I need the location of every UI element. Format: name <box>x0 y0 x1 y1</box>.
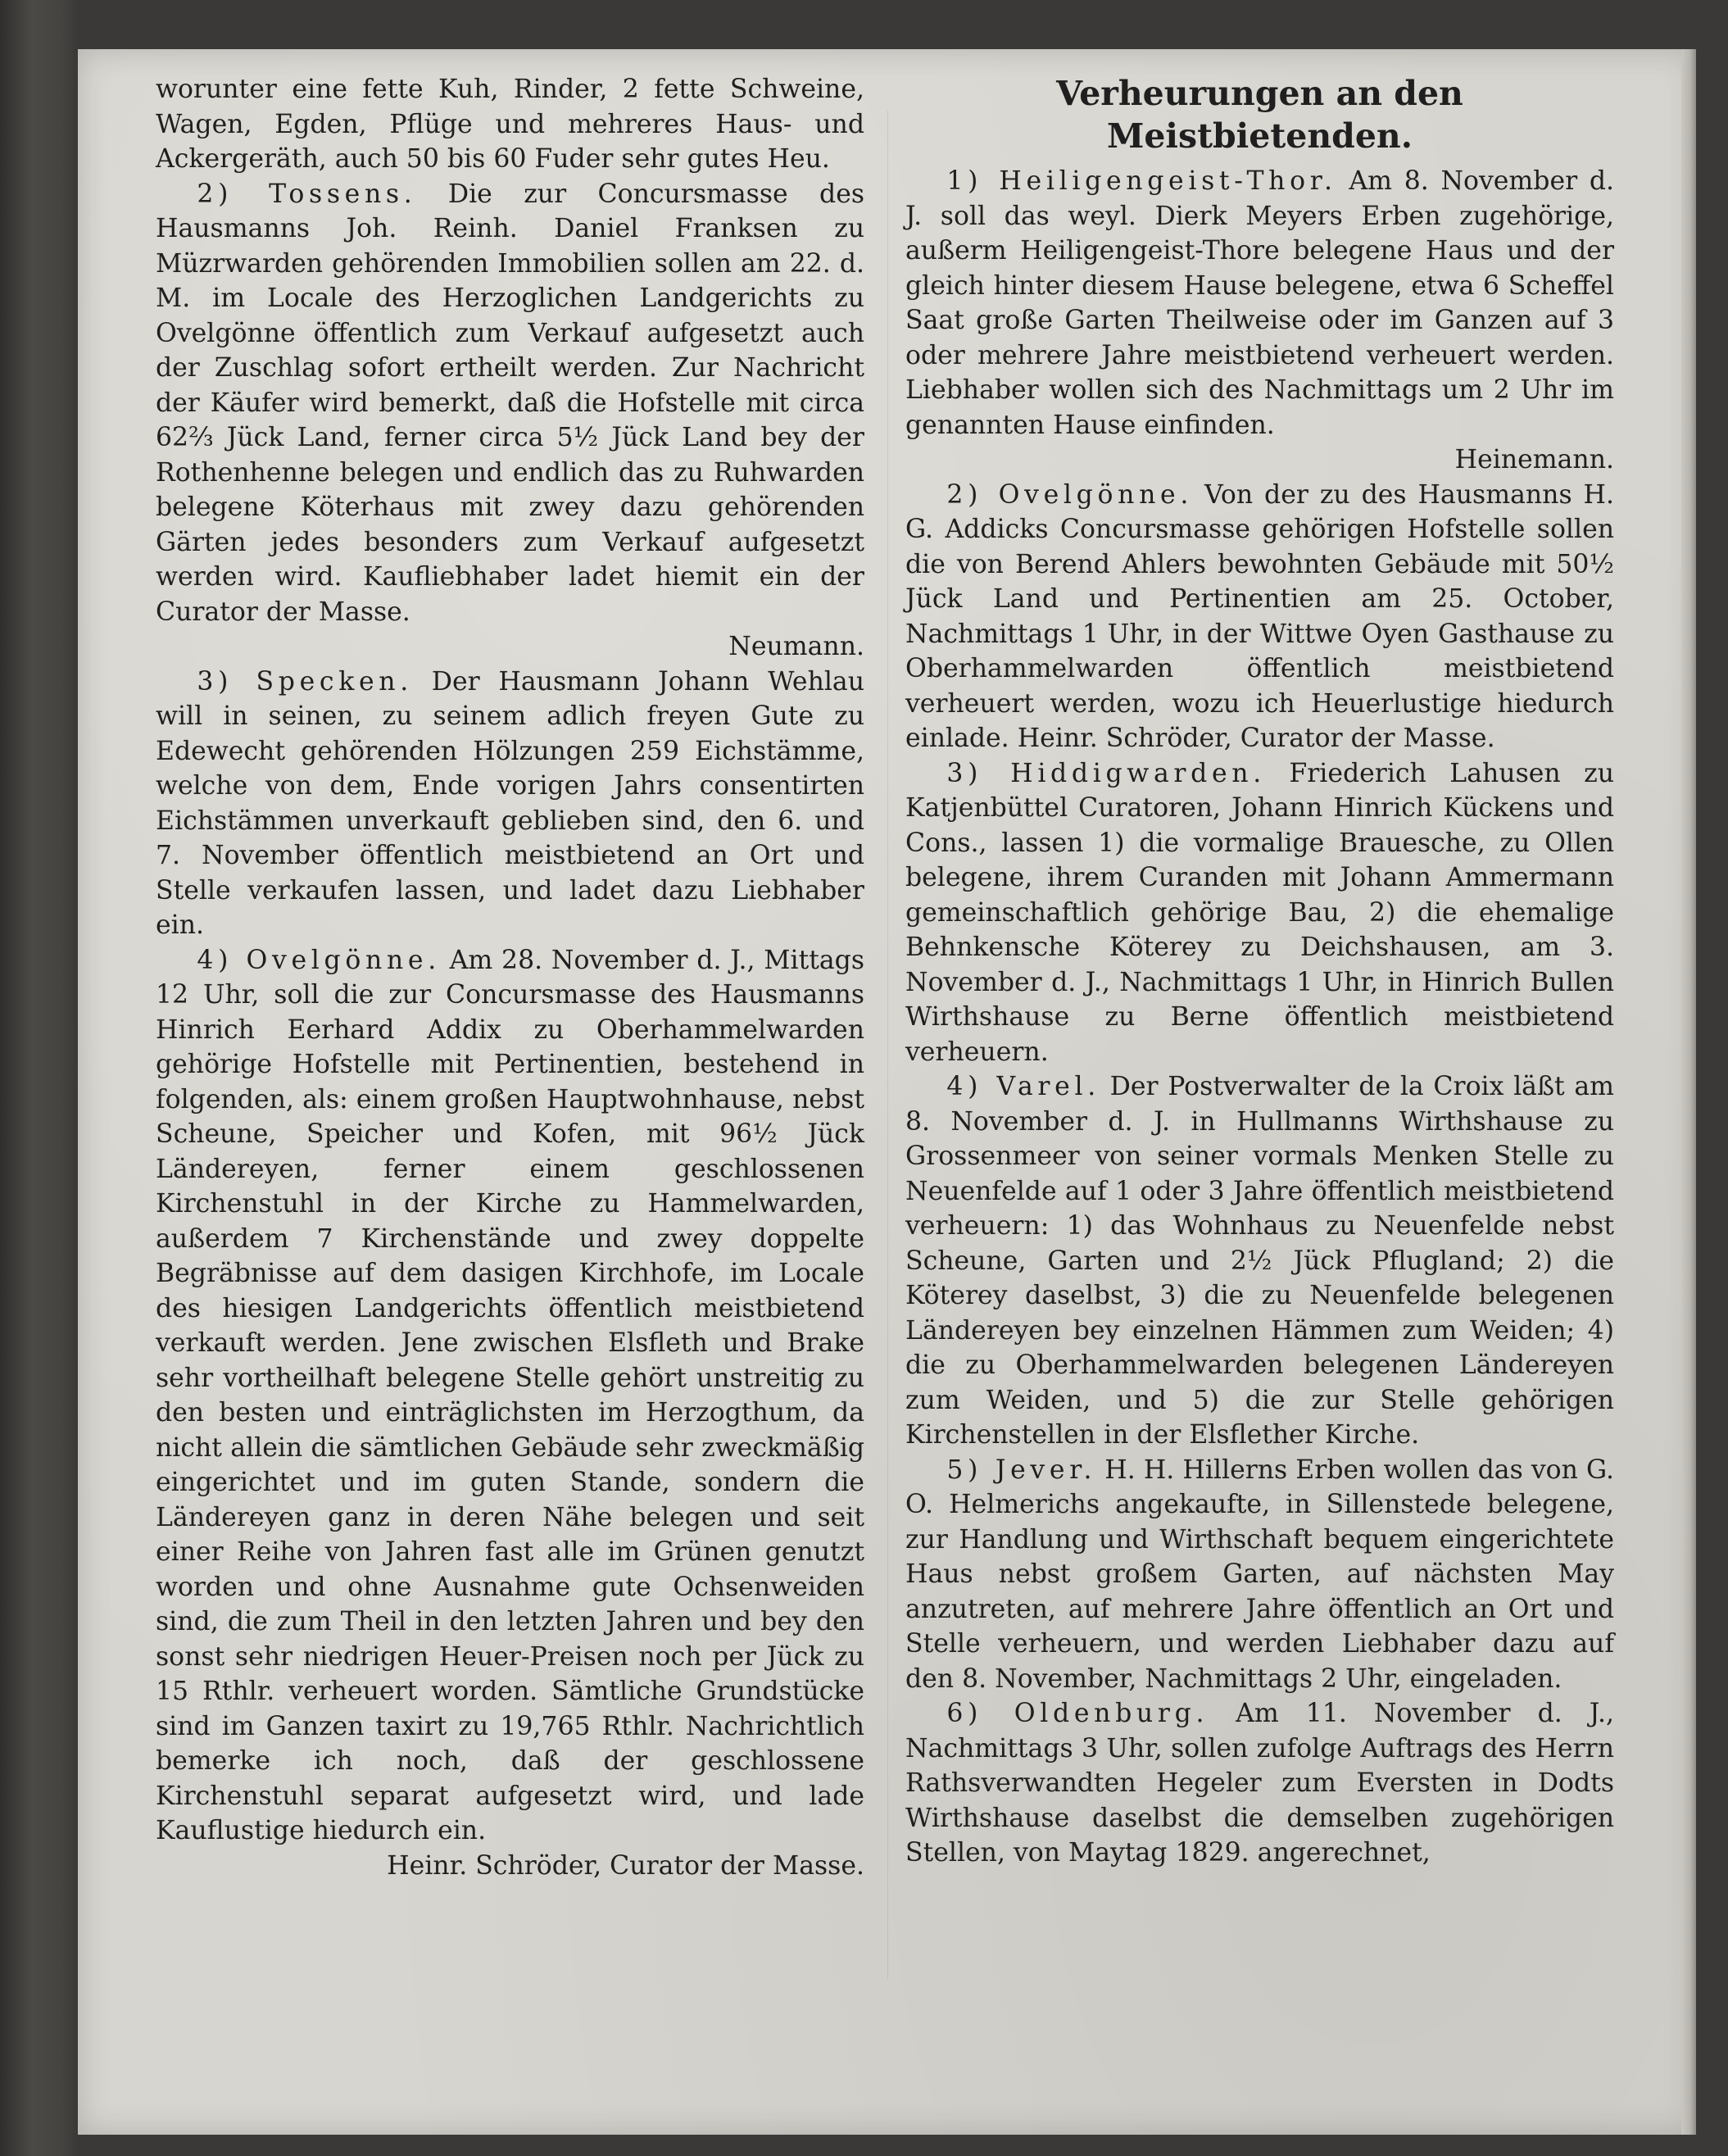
notice-oldenburg <box>905 1696 1614 1871</box>
notice-heiligengeist-thor <box>905 164 1614 443</box>
column-divider <box>887 111 888 1979</box>
notice-place: 6) Oldenburg. <box>946 1699 1209 1728</box>
notice-signature: Heinr. Schröder, Curator der Masse. <box>387 1850 864 1881</box>
notice-signature: Heinr. Schröder, Curator der Masse. <box>1017 724 1495 753</box>
notice-place: 4) Ovelgönne. <box>197 945 441 975</box>
notice-body: Friederich Lahusen zu Katjenbüttel Curatoren, Johann Hinrich Kückens und Cons., lassen 1) die vormalige Brauesche, zu Ollen belegene, ihrem Curanden mit Johann Ammermann gemeinschaftlich gehörige Bau, 2) die ehemalige Behnkensche Köterey zu Deichshausen, am 3. November d. J., Nachmittags 1 Uhr, in Hinrich Bullen Wirthshause zu Berne öffentlich meistbietend verheuern. <box>905 758 1614 1067</box>
notice-body: Die zur Concursmasse des Hausmanns Joh. Reinh. Daniel Franksen zu Müzrwarden gehörenden Immobilien sollen am 22. d. M. im Locale des Herzoglichen Landgerichts zu Ovelgönne öffentlich zum Verkauf aufgesetzt auch der Zuschlag sofort ertheilt werden. Zur Nachricht der Käufer wird bemerkt, daß die Hofstelle mit circa 62⅔ Jück Land, ferner circa 5½ Jück Land bey der Rothenhenne belegen und endlich das zu Ruhwarden belegene Köterhaus mit zwey dazu gehörenden Gärten jedes besonders zum Verkauf aufgesetzt werden wird. Kaufliebhaber ladet hiemit ein der Curator der Masse. <box>156 179 865 627</box>
notice-body: H. H. Hillerns Erben wollen das von G. O. Helmerichs angekaufte, in Sillenstede belegene, zur Handlung und Wirthschaft bequem eingerichtete Haus nebst großem Garten, auf nächsten May anzutreten, auf mehrere Jahre öffentlich an Ort und Stelle verheuern, und werden Liebhaber dazu auf den 8. November, Nachmittags 2 Uhr, eingeladen. <box>905 1455 1614 1694</box>
notice-body: Am 8. November d. J. soll das weyl. Dierk Meyers Erben zugehörige, außerm Heiligengeist-Thore belegene Haus und der gleich hinter diesem Hause belegene, etwa 6 Scheffel Saat große Garten Theilweise oder im Ganzen auf 3 oder mehrere Jahre meistbietend verheuert werden. Liebhaber wollen sich des Nachmittags um 2 Uhr im genannten Hause einfinden. <box>905 166 1615 440</box>
notice-place: 2) Ovelgönne. <box>946 479 1194 510</box>
notice-place: 2) Tossens. <box>197 179 417 209</box>
notice-body: Der Hausmann Johann Wehlau will in seinen, zu seinem adlich freyen Gute zu Edewecht gehörenden Hölzungen 259 Eichstämme, welche von dem, Ende vorigen Jahrs consentirten Eichstämmen unverkauft geblieben sind, den 6. und 7. November öffentlich meistbietend an Ort und Stelle verkaufen lassen, und ladet dazu Liebhaber ein. <box>156 666 864 940</box>
notice-tossens <box>156 177 864 630</box>
notice-body: Der Postverwalter de la Croix läßt am 8. November d. J. in Hullmanns Wirthshause zu Grossenmeer von seiner vormals Menken Stelle zu Neuenfelde auf 1 oder 3 Jahre öffentlich meistbietend verheuern: 1) das Wohnhaus zu Neuenfelde nebst Scheune, Garten und 2½ Jück Pflugland; 2) die Köterey daselbst, 3) die zu Neuenfelde belegenen Ländereyen bey einzelnen Hämmen zum Weiden; 4) die zu Oberhammelwarden belegenen Ländereyen zum Weiden, und 5) die zur Stelle gehörigen Kirchenstellen in der Elsflether Kirche. <box>905 1072 1614 1450</box>
notice-body: Am 11. November d. J., Nachmittags 3 Uhr, sollen zufolge Auftrags des Herrn Rathsverwandten Hegeler zum Eversten in Dodts Wirthshause daselbst die demselben zugehörigen Stellen, von Maytag 1829. angerechnet, <box>905 1699 1614 1868</box>
left-column <box>156 72 864 1883</box>
continued-notice: worunter eine fette Kuh, Rinder, 2 fette Schweine, Wagen, Egden, Pflüge und mehreres Haus- und Ackergeräth, auch 50 bis 60 Fuder sehr gutes Heu. <box>156 75 864 174</box>
notice-hiddigwarden <box>905 756 1614 1070</box>
notice-place: 1) Heiligengeist-Thor. <box>946 166 1337 196</box>
notice-body: Am 28. November d. J., Mittags 12 Uhr, soll die zur Concursmasse des Hausmanns Hinrich Eerhard Addix zu Oberhammelwarden gehörige Hofstelle mit Pertinentien, bestehend in folgenden, als: einem großen Hauptwohnhause, nebst Scheune, Speicher und Kofen, mit 96½ Jück Ländereyen, ferner einem geschlossenen Kirchenstuhl in der Kirche zu Hammelwarden, außerdem 7 Kirchenstände und zwey doppelte Begräbnisse auf dem dasigen Kirchhofe, im Locale des hiesigen Landgerichts öffentlich meistbietend verkauft werden. Jene zwischen Elsfleth und Brake sehr vortheilhaft belegene Stelle gehört unstreitig zu den besten und einträglichsten im Herzogthum, da nicht allein die sämtlichen Gebäude sehr zweckmäßig eingerichtet und im guten Stande, sondern die Ländereyen ganz in deren Nähe belegen und seit einer Reihe von Jahren fast alle im Grünen genutzt worden und ohne Ausnahme gute Ochsenweiden sind, die zum Theil in den letzten Jahren und bey den sonst sehr niedrigen Heuer-Preisen noch per Jück zu 15 Rthlr. verheuert worden. Sämtliche Grundstücke sind im Ganzen taxirt zu 19,765 Rthlr. Nachrichtlich bemerke ich noch, daß der geschlossene Kirchenstuhl separat aufgesetzt wird, und lade Kauflustige hiedurch ein. <box>156 945 864 1845</box>
right-column <box>905 72 1614 1871</box>
section-heading: Verheurungen an den Meistbietenden. <box>1056 74 1463 156</box>
notice-ovelgoenne <box>156 943 864 1849</box>
notice-varel <box>905 1069 1614 1453</box>
notice-signature: Neumann. <box>728 632 864 661</box>
notice-place: 3) Specken. <box>197 666 413 697</box>
notice-ovelgoenne <box>905 478 1614 756</box>
notice-jever <box>905 1453 1614 1697</box>
notice-place: 3) Hiddigwarden. <box>946 758 1266 788</box>
notice-body: Von der zu des Hausmanns H. G. Addicks Concursmasse gehörigen Hofstelle sollen die von Berend Ahlers bewohnten Gebäude mit 50½ Jück Land und Pertinentien am 25. October, Nachmittags 1 Uhr, in der Wittwe Oyen Gasthause zu Oberhammelwarden öffentlich meistbietend verheuert werden, wozu ich Heuerlustige hiedurch einlade. <box>905 479 1615 753</box>
notice-place: 5) Jever. <box>946 1455 1097 1485</box>
notice-place: 4) Varel. <box>946 1072 1100 1101</box>
page-edge <box>1681 49 1696 2135</box>
notice-specken <box>156 665 864 943</box>
notice-signature: Heinemann. <box>1454 445 1614 474</box>
